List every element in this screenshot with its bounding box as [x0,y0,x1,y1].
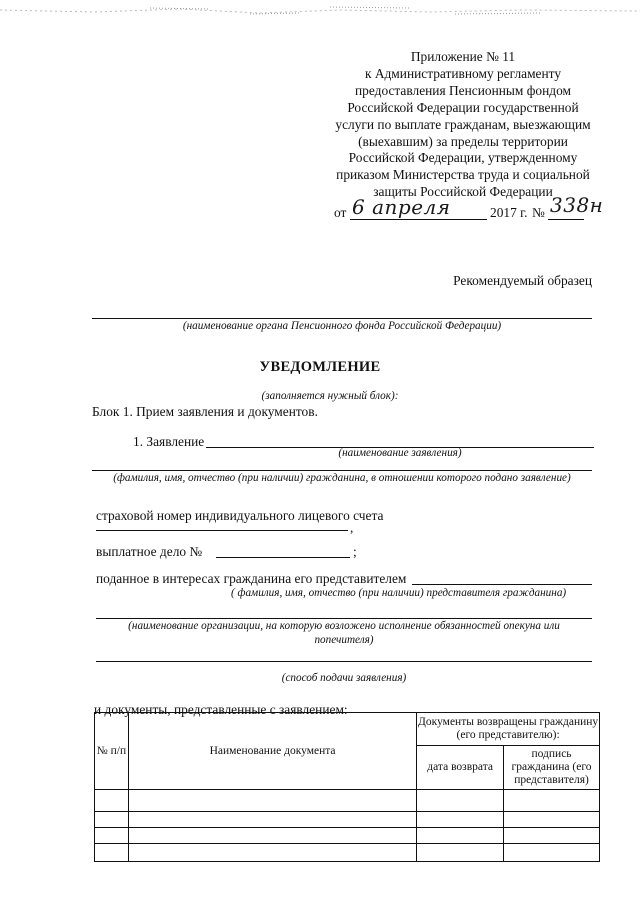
representative-label: поданное в интересах гражданина его представителем [96,571,407,586]
handwritten-number: 338н [550,193,604,217]
guardian-org-caption-1: (наименование организации, на которую возложено исполнение обязанностей опекуна или [128,620,560,632]
application-label: 1. Заявление [133,434,205,449]
date-prefix: от [334,205,347,220]
org-name-line [92,318,592,319]
payment-case-line [216,557,350,558]
fill-note: (заполняется нужный блок): [261,390,399,402]
col-signature-header: подпись гражданина (его представителя) [504,746,600,790]
handwritten-date: 6 апреля [352,195,451,219]
appendix-header [332,49,594,201]
appendix-line: (выехавшим) за пределы территории [358,133,568,149]
document-title: УВЕДОМЛЕНИЕ [259,359,381,375]
submission-method-line [96,661,592,662]
documents-intro: и документы, представленные с заявлением: [94,702,348,717]
insurance-number-label: страховой номер индивидуального лицевого счета [96,508,384,523]
appendix-line: Российской Федерации, утвержденному [348,150,578,166]
appendix-line: предоставления Пенсионным фондом [355,82,571,98]
payment-case-label: выплатное дело № [96,544,203,559]
col-returned-header: Документы возвращены гражданину (его представителю): [417,713,600,746]
recommended-sample-label: Рекомендуемый образец [453,273,592,288]
payment-case-semicolon: ; [353,544,357,559]
insurance-number-line [96,530,348,531]
appendix-line: Российской Федерации государственной [347,99,579,115]
block-1-heading: Блок 1. Прием заявления и документов. [92,404,318,419]
order-date-line [334,193,604,223]
submission-method-caption: (способ подачи заявления) [281,672,407,684]
appendix-line: защиты Российской Федерации [373,184,553,200]
citizen-line [92,470,592,471]
guardian-org-caption-2: попечителя) [314,634,374,646]
order-year: 2017 г. [490,205,528,220]
appendix-line: приказом Министерства труда и социальной [336,167,590,183]
representative-line [412,584,592,585]
org-name-caption: (наименование органа Пенсионного фонда Российской Федерации) [182,320,502,332]
table-row [95,844,600,862]
documents-table [94,712,600,862]
application-caption: (наименование заявления) [338,447,462,459]
col-return-date-header: дата возврата [417,746,504,790]
appendix-line: к Административному регламенту [364,65,562,81]
representative-caption: ( фамилия, имя, отчество (при наличии) представителя гражданина) [231,587,567,599]
number-sign: № [532,205,545,220]
date-underline [350,219,487,220]
appendix-line: услуги по выплате гражданам, выезжающим [335,116,591,132]
col-number-header: № п/п [95,713,129,790]
number-underline [548,219,584,220]
citizen-caption: (фамилия, имя, отчество (при наличии) гражданина, в отношении которого подано заявление) [113,472,571,484]
table-row [95,790,600,812]
insurance-comma: , [350,520,354,535]
table-row [95,828,600,844]
col-document-name-header: Наименование документа [128,713,416,790]
appendix-line: Приложение № 11 [410,49,516,64]
table-row [95,812,600,828]
guardian-org-line [96,618,592,619]
scan-edge-noise [0,0,640,20]
